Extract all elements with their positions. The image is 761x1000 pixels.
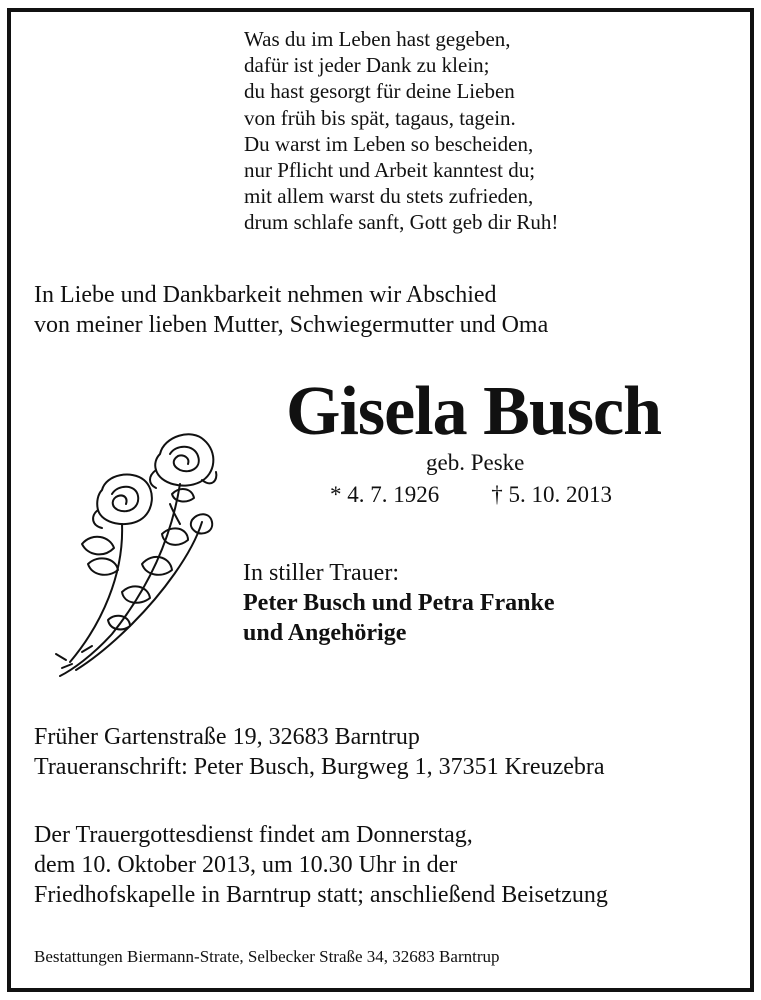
service-info bbox=[34, 820, 608, 910]
undertaker-info: Bestattungen Biermann-Strate, Selbecker Straße 34, 32683 Barntrup bbox=[34, 947, 500, 966]
mourners-relatives: und Angehörige bbox=[243, 620, 407, 646]
service-line-3: Friedhofskapelle in Barntrup statt; anschließend Beisetzung bbox=[34, 882, 608, 908]
mourners-block bbox=[243, 558, 555, 648]
life-dates bbox=[330, 482, 612, 508]
poem-line: Was du im Leben hast gegeben, bbox=[244, 27, 511, 51]
rose-icon bbox=[52, 424, 227, 680]
poem-line: du hast gesorgt für deine Lieben bbox=[244, 79, 515, 104]
birth-date: * 4. 7. 1926 bbox=[330, 482, 440, 507]
poem-line: nur Pflicht und Arbeit kanntest du; bbox=[244, 158, 536, 183]
farewell-intro bbox=[34, 280, 548, 340]
service-line-2: dem 10. Oktober 2013, um 10.30 Uhr in der bbox=[34, 852, 458, 878]
deceased-name: Gisela Busch bbox=[286, 373, 662, 450]
mourners-names: Peter Busch und Petra Franke bbox=[243, 590, 555, 616]
poem bbox=[244, 26, 558, 236]
poem-line: mit allem warst du stets zufrieden, bbox=[244, 184, 534, 209]
mourning-address: Traueranschrift: Peter Busch, Burgweg 1, 37351 Kreuzebra bbox=[34, 754, 605, 780]
poem-line: von früh bis spät, tagaus, tagein. bbox=[244, 105, 516, 130]
poem-line: Du warst im Leben so bescheiden, bbox=[244, 131, 534, 156]
poem-line: dafür ist jeder Dank zu klein; bbox=[244, 53, 490, 78]
maiden-name: geb. Peske bbox=[426, 450, 525, 475]
intro-line-1: In Liebe und Dankbarkeit nehmen wir Abschied bbox=[34, 282, 497, 308]
service-line-1: Der Trauergottesdienst findet am Donnerstag, bbox=[34, 822, 473, 848]
address-block bbox=[34, 722, 605, 782]
poem-line: drum schlafe sanft, Gott geb dir Ruh! bbox=[244, 210, 559, 235]
intro-line-2: von meiner lieben Mutter, Schwiegermutter und Oma bbox=[34, 312, 549, 338]
former-address: Früher Gartenstraße 19, 32683 Barntrup bbox=[34, 724, 420, 750]
death-date: † 5. 10. 2013 bbox=[491, 482, 612, 507]
mourners-heading: In stiller Trauer: bbox=[243, 560, 399, 586]
